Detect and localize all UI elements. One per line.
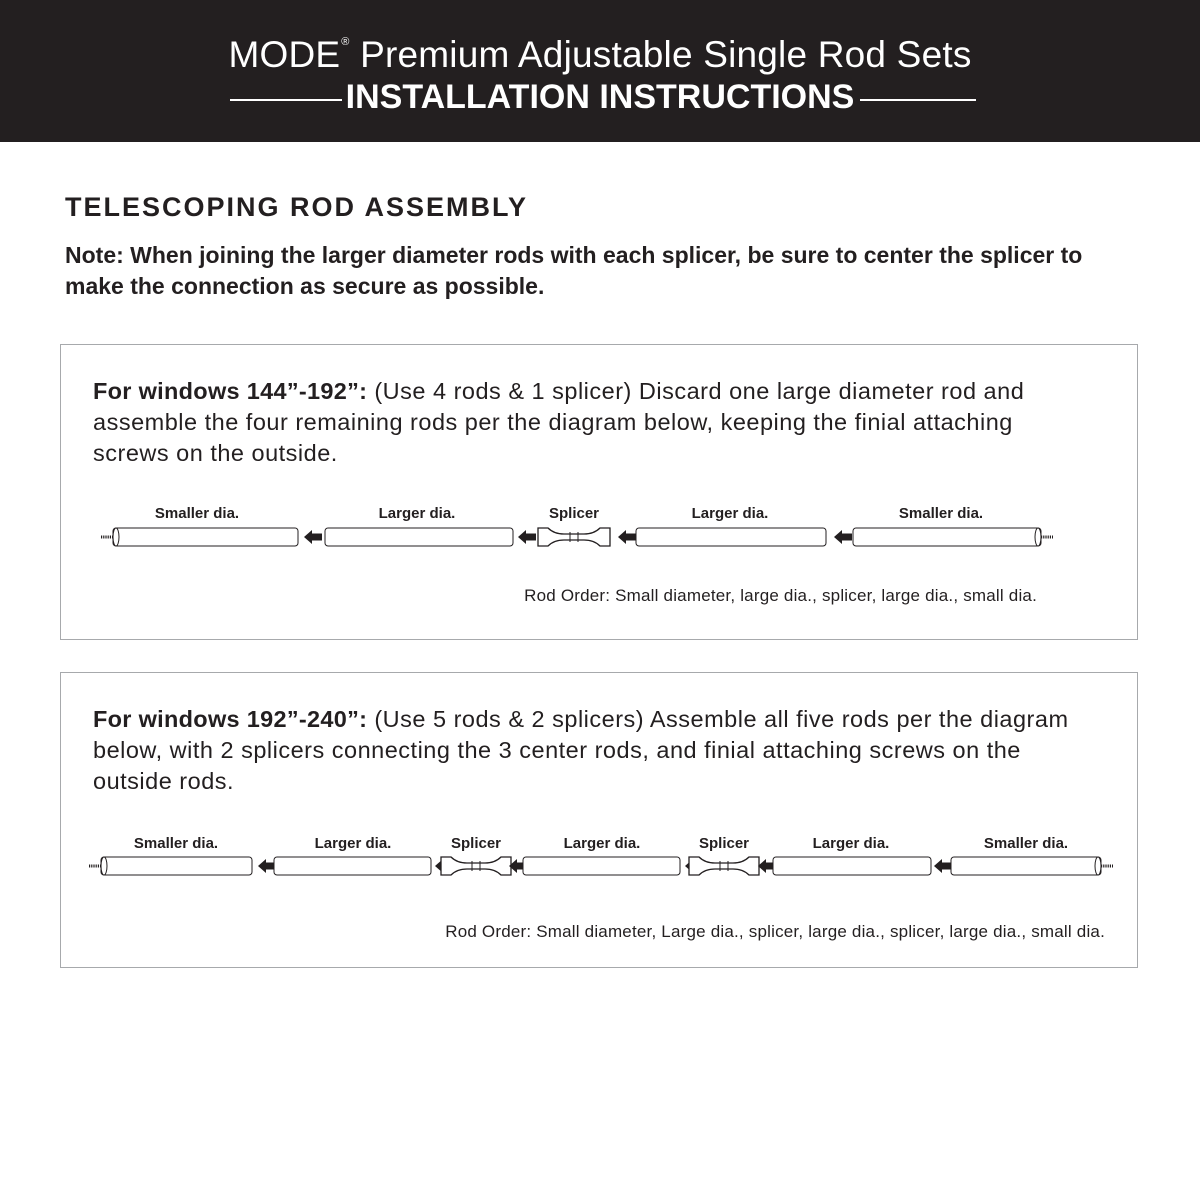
panel-144-192 xyxy=(60,344,1138,640)
diagram-label: Splicer xyxy=(698,835,750,852)
splicer xyxy=(441,857,511,875)
panel-192-240 xyxy=(60,672,1138,968)
diagram-label: Splicer xyxy=(450,835,502,852)
rod-smaller-dia xyxy=(951,857,1113,875)
panel-lead: For windows 192”-240”: xyxy=(93,706,368,732)
rod-larger-dia xyxy=(773,857,931,875)
diagram-label: Larger dia. xyxy=(378,505,456,522)
splicer xyxy=(538,528,610,546)
arrow-left-icon xyxy=(834,530,852,544)
assembly-note: Note: When joining the larger diameter rods with each splicer, be sure to center the splicer to make the connection as secure as possible. xyxy=(65,242,1083,299)
diagram-label: Larger dia. xyxy=(812,835,890,852)
rod-larger-dia xyxy=(325,528,513,546)
arrow-left-icon xyxy=(618,530,636,544)
brand-name: MODE xyxy=(228,34,341,75)
panel-body: (Use 5 rods & 2 splicers) Assemble all five rods per the diagram below, with 2 splicers connecting the 3 center rods, and finial attaching screws on the outside rods. xyxy=(93,706,1069,794)
splicer xyxy=(689,857,759,875)
panel-body: (Use 4 rods & 1 splicer) Discard one large diameter rod and assemble the four remaining rods per the diagram below, keeping the finial attaching screws on the outside. xyxy=(93,378,1025,466)
arrow-left-icon xyxy=(934,859,952,873)
arrow-left-icon xyxy=(258,859,276,873)
diagram-label: Larger dia. xyxy=(563,835,641,852)
section-title: TELESCOPING ROD ASSEMBLY xyxy=(65,192,529,222)
diagram-label: Splicer xyxy=(548,505,600,522)
diagram-label: Smaller dia. xyxy=(154,505,240,522)
rod-smaller-dia xyxy=(89,857,252,875)
rod-smaller-dia xyxy=(853,528,1053,546)
diagram-label: Smaller dia. xyxy=(983,835,1069,852)
document-subtitle: INSTALLATION INSTRUCTIONS xyxy=(345,78,855,116)
rod-order-caption: Rod Order: Small diameter, large dia., splicer, large dia., small dia. xyxy=(524,586,1037,605)
diagram-label: Larger dia. xyxy=(691,505,769,522)
rod-larger-dia xyxy=(274,857,431,875)
document-title xyxy=(0,34,1200,76)
diagram-label: Larger dia. xyxy=(314,835,392,852)
rod-larger-dia xyxy=(523,857,680,875)
header-rule-right xyxy=(860,99,976,101)
product-title: Premium Adjustable Single Rod Sets xyxy=(349,34,972,75)
header-banner xyxy=(0,0,1200,142)
rod-order-caption: Rod Order: Small diameter, Large dia., splicer, large dia., splicer, large dia., small dia. xyxy=(445,922,1105,941)
diagram-label: Smaller dia. xyxy=(133,835,219,852)
arrow-left-icon xyxy=(518,530,536,544)
rod-smaller-dia xyxy=(101,528,298,546)
registered-mark: ® xyxy=(341,36,350,48)
diagram-label: Smaller dia. xyxy=(898,505,984,522)
rod-larger-dia xyxy=(636,528,826,546)
panel-lead: For windows 144”-192”: xyxy=(93,378,368,404)
arrow-left-icon xyxy=(304,530,322,544)
